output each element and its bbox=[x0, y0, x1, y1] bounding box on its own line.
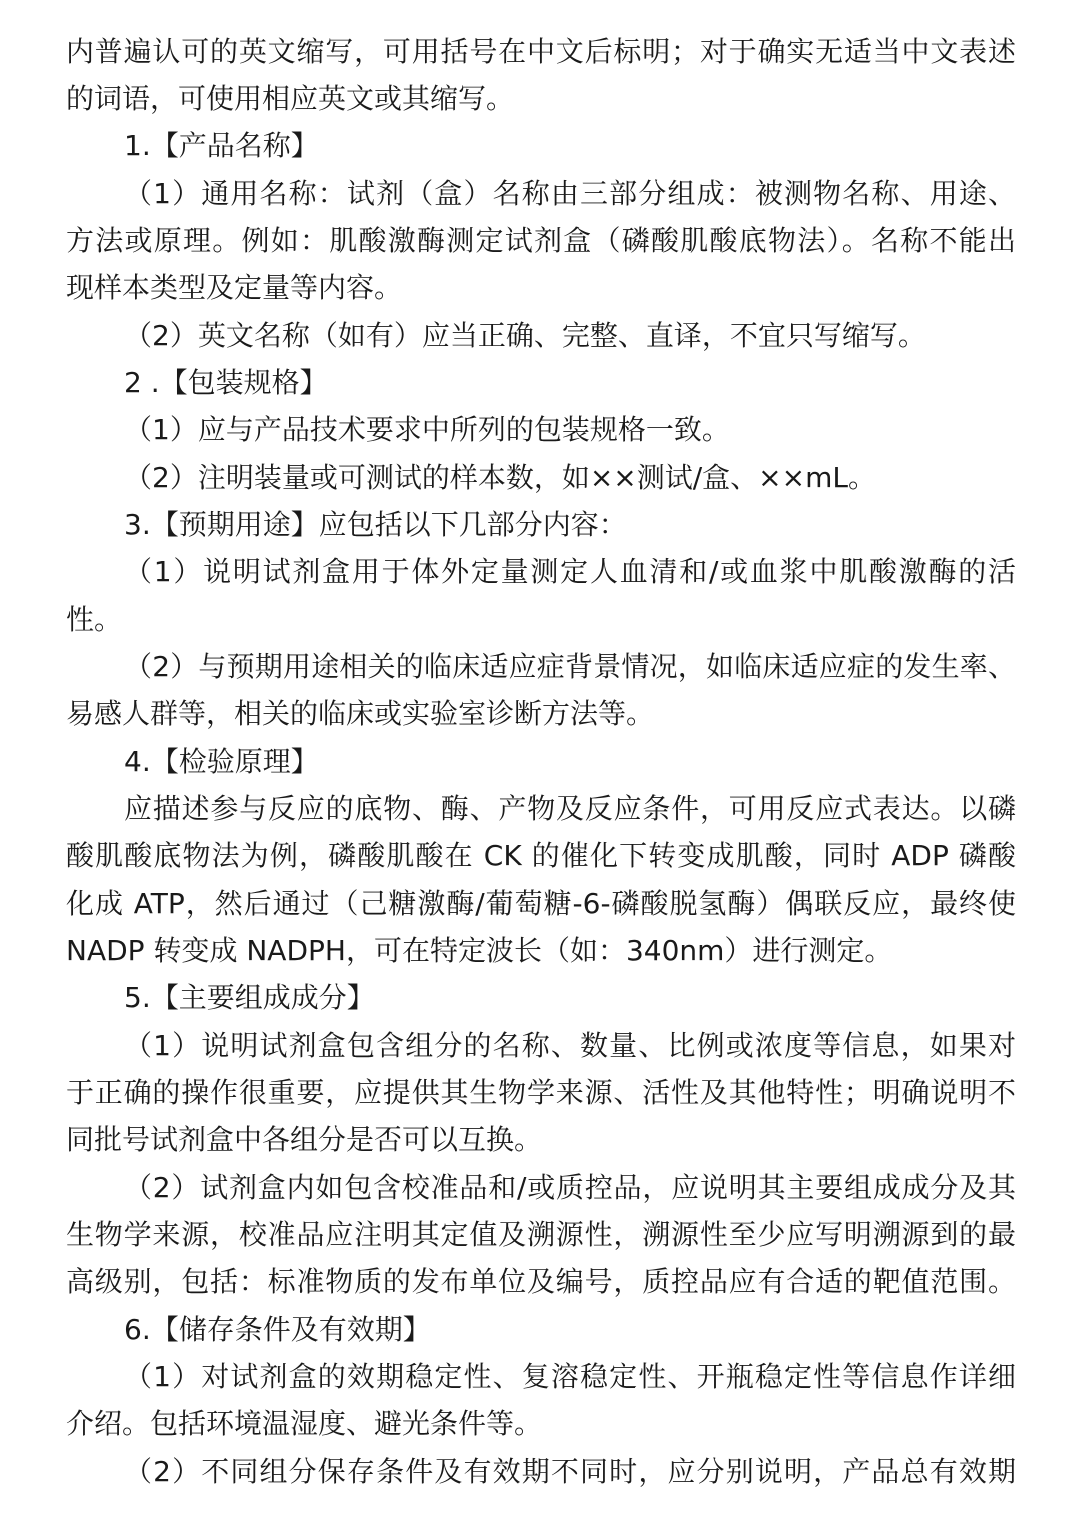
text-line: （2）试剂盒内如包含校准品和/或质控品，应说明其主要组成成分及其 bbox=[124, 1171, 1016, 1204]
section-heading: 6.【储存条件及有效期】 bbox=[124, 1313, 431, 1346]
text-line: 方法或原理。例如：肌酸激酶测定试剂盒（磷酸肌酸底物法）。名称不能出 bbox=[66, 224, 1016, 257]
text-line: 性。 bbox=[66, 603, 123, 636]
text-line: 内普遍认可的英文缩写，可用括号在中文后标明；对于确实无适当中文表述 bbox=[66, 35, 1016, 68]
text-line: 同批号试剂盒中各组分是否可以互换。 bbox=[66, 1123, 543, 1156]
text-line: 现样本类型及定量等内容。 bbox=[66, 271, 403, 304]
text-line: NADP 转变成 NADPH，可在特定波长（如：340nm）进行测定。 bbox=[66, 934, 893, 967]
text-line: 的词语，可使用相应英文或其缩写。 bbox=[66, 82, 515, 115]
section-heading: 4.【检验原理】 bbox=[124, 745, 319, 778]
text-line: （2）英文名称（如有）应当正确、完整、直译，不宜只写缩写。 bbox=[124, 319, 926, 352]
text-line: 生物学来源，校准品应注明其定值及溯源性，溯源性至少应写明溯源到的最 bbox=[66, 1218, 1016, 1251]
section-heading: 5.【主要组成成分】 bbox=[124, 981, 375, 1014]
text-line: （1）通用名称：试剂（盒）名称由三部分组成：被测物名称、用途、 bbox=[124, 177, 1016, 210]
text-line: （2）与预期用途相关的临床适应症背景情况，如临床适应症的发生率、 bbox=[124, 650, 1016, 683]
text-line: （1）对试剂盒的效期稳定性、复溶稳定性、开瓶稳定性等信息作详细 bbox=[124, 1360, 1016, 1393]
section-heading: 1.【产品名称】 bbox=[124, 129, 319, 162]
text-line: （2）不同组分保存条件及有效期不同时，应分别说明，产品总有效期 bbox=[124, 1455, 1016, 1488]
text-line: （2）注明装量或可测试的样本数，如××测试/盒、××mL。 bbox=[124, 461, 876, 494]
text-line: 应描述参与反应的底物、酶、产物及反应条件，可用反应式表达。以磷 bbox=[124, 792, 1016, 825]
section-heading: 3.【预期用途】应包括以下几部分内容： bbox=[124, 508, 627, 541]
text-line: （1）应与产品技术要求中所列的包装规格一致。 bbox=[124, 413, 730, 446]
text-line: 酸肌酸底物法为例，磷酸肌酸在 CK 的催化下转变成肌酸，同时 ADP 磷酸 bbox=[66, 839, 1016, 872]
text-line: 高级别，包括：标准物质的发布单位及编号，质控品应有合适的靶值范围。 bbox=[66, 1265, 1016, 1298]
text-line: 易感人群等，相关的临床或实验室诊断方法等。 bbox=[66, 697, 655, 730]
text-line: 化成 ATP，然后通过（己糖激酶/葡萄糖-6-磷酸脱氢酶）偶联反应，最终使 bbox=[66, 887, 1016, 920]
text-line: （1）说明试剂盒包含组分的名称、数量、比例或浓度等信息，如果对 bbox=[124, 1029, 1016, 1062]
text-line: 于正确的操作很重要，应提供其生物学来源、活性及其他特性；明确说明不 bbox=[66, 1076, 1016, 1109]
text-line: 介绍。包括环境温湿度、避光条件等。 bbox=[66, 1407, 543, 1440]
section-heading: 2 .【包装规格】 bbox=[124, 366, 328, 399]
text-line: （1）说明试剂盒用于体外定量测定人血清和/或血浆中肌酸激酶的活 bbox=[124, 555, 1016, 588]
